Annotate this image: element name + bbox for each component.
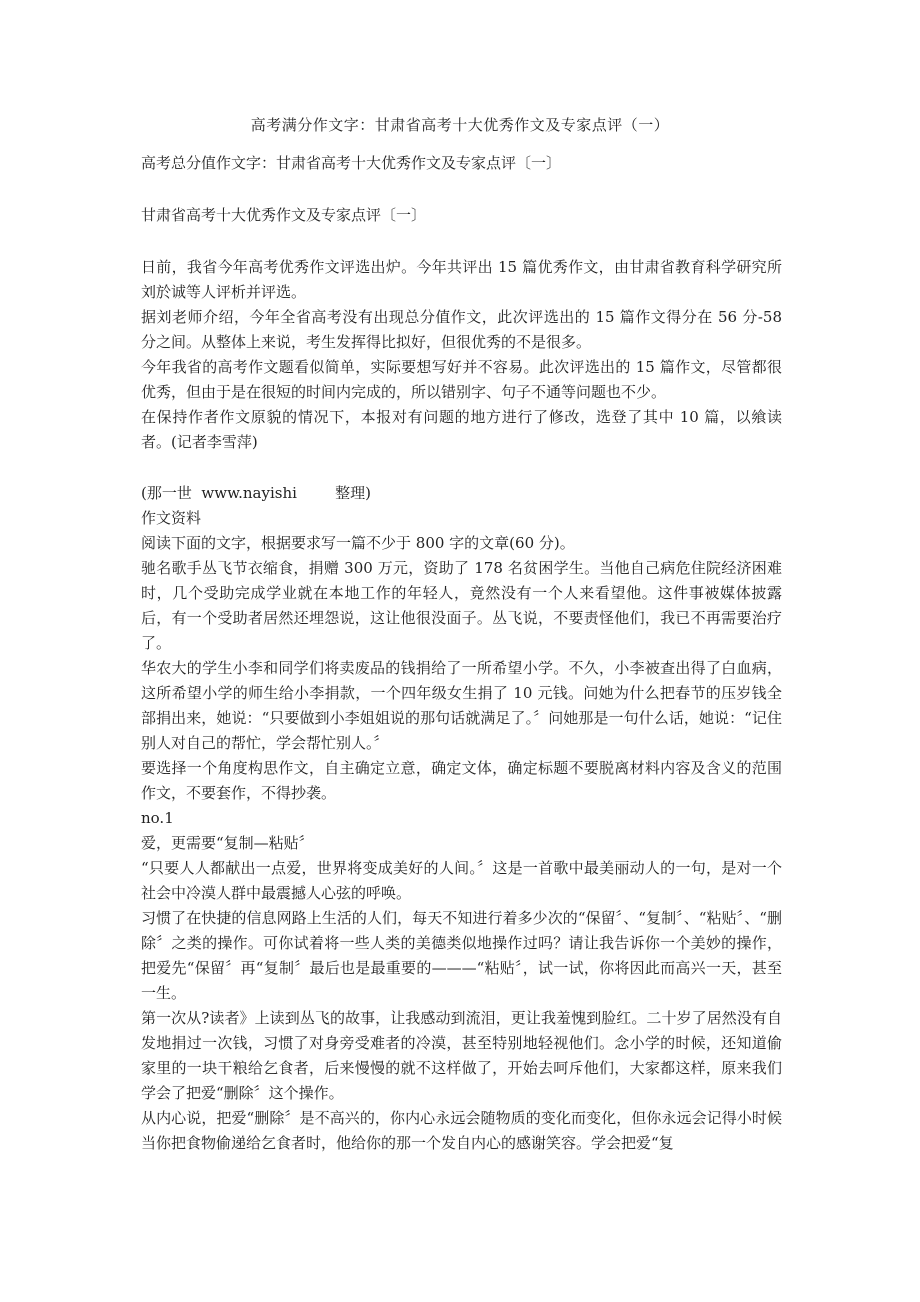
document-heading: 甘肃省高考十大优秀作文及专家点评〔一〕 xyxy=(141,206,427,224)
essay-paragraph: 第一次从?读者》上读到丛飞的故事，让我感动到流泪，更让我羞愧到脸红。二十岁了居然没有自发地捐过一次钱，习惯了对身旁受难者的冷漠，甚至特别地轻视他们。念小学的时候，还知道偷家里的一块干粮给乞食者，后来慢慢的就不这样做了，开始去呵斥他们，大家都这样，原来我们学会了把爱“删除〞这个操作。 xyxy=(141,1009,782,1102)
prompt-paragraph: 驰名歌手丛飞节衣缩食，捐赠 300 万元，资助了 178 名贫困学生。当他自己病危住院经济困难时，几个受助完成学业就在本地工作的年轻人，竟然没有一个人来看望他。这件事被媒体披露后，有一个受助者居然还埋怨说，这让他很没面子。丛飞说，不要责怪他们，我已不再需要治疗了。 xyxy=(141,559,782,652)
document-title: 高考满分作文字：甘肃省高考十大优秀作文及专家点评（一） xyxy=(250,116,670,134)
essay-paragraph: 习惯了在快捷的信息网路上生活的人们，每天不知进行着多少次的“保留〞、“复制〞、“粘贴〞、“删除〞之类的操作。可你试着将一些人类的美德类似地操作过吗？请让我告诉你一个美妙的操作，把爱先“保留〞再“复制〞最后也是最重要的———“粘贴〞，试一试，你将因此而高兴一天，甚至一生。 xyxy=(141,909,782,1002)
paragraph: 今年我省的高考作文题看似简单，实际要想写好并不容易。此次评选出的 15 篇作文，尽管都很优秀，但由于是在很短的时间内完成的，所以错别字、句子不通等问题也不少。 xyxy=(141,358,782,401)
paragraph: 在保持作者作文原貌的情况下，本报对有问题的地方进行了修改，选登了其中 10 篇，以飨读者。(记者李雪萍) xyxy=(141,408,782,451)
section-label: 作文资料 xyxy=(141,509,202,527)
paragraph: 据刘老师介绍，今年全省高考没有出现总分值作文，此次评选出的 15 篇作文得分在 56 分-58 分之间。从整体上来说，考生发挥得比拟好，但很优秀的不是很多。 xyxy=(141,308,782,351)
essay-paragraph: 从内心说，把爱“删除〞是不高兴的，你内心永远会随物质的变化而变化，但你永远会记得小时候当你把食物偷递给乞食者时，他给你的那一个发自内心的感谢笑容。学会把爱“复 xyxy=(141,1109,782,1152)
paragraph: 日前，我省今年高考优秀作文评选出炉。今年共评出 15 篇优秀作文，由甘肃省教育科学研究所刘於诚等人评析并评选。 xyxy=(141,258,782,301)
prompt-paragraph: 华农大的学生小李和同学们将卖废品的钱捐给了一所希望小学。不久，小李被查出得了白血病，这所希望小学的师生给小李捐款，一个四年级女生捐了 10 元钱。问她为什么把春节的压岁钱全部捐出来，她说：“只要做到小李姐姐说的那句话就满足了。〞问她那是一句什么话，她说：“记住别人对自己的帮忙，学会帮忙别人。〞 xyxy=(141,659,782,752)
prompt-paragraph: 要选择一个角度构思作文，自主确定立意，确定文体，确定标题不要脱离材料内容及含义的范围作文，不要套作，不得抄袭。 xyxy=(141,759,782,802)
essay-title: 爱，更需要“复制—粘贴〞 xyxy=(141,834,314,852)
prompt-paragraph: 阅读下面的文字，根据要求写一篇不少于 800 字的文章(60 分)。 xyxy=(141,534,575,552)
essay-paragraph: “只要人人都献出一点爱，世界将变成美好的人间。〞这是一首歌中最美丽动人的一句，是对一个社会中冷漠人群中最震撼人心弦的呼唤。 xyxy=(141,859,782,902)
credit-line: (那一世 www.nayishi 整理) xyxy=(141,484,371,502)
document-subtitle: 高考总分值作文字：甘肃省高考十大优秀作文及专家点评〔一〕 xyxy=(141,154,562,172)
document-body xyxy=(141,151,782,1156)
essay-number: no.1 xyxy=(141,809,174,827)
